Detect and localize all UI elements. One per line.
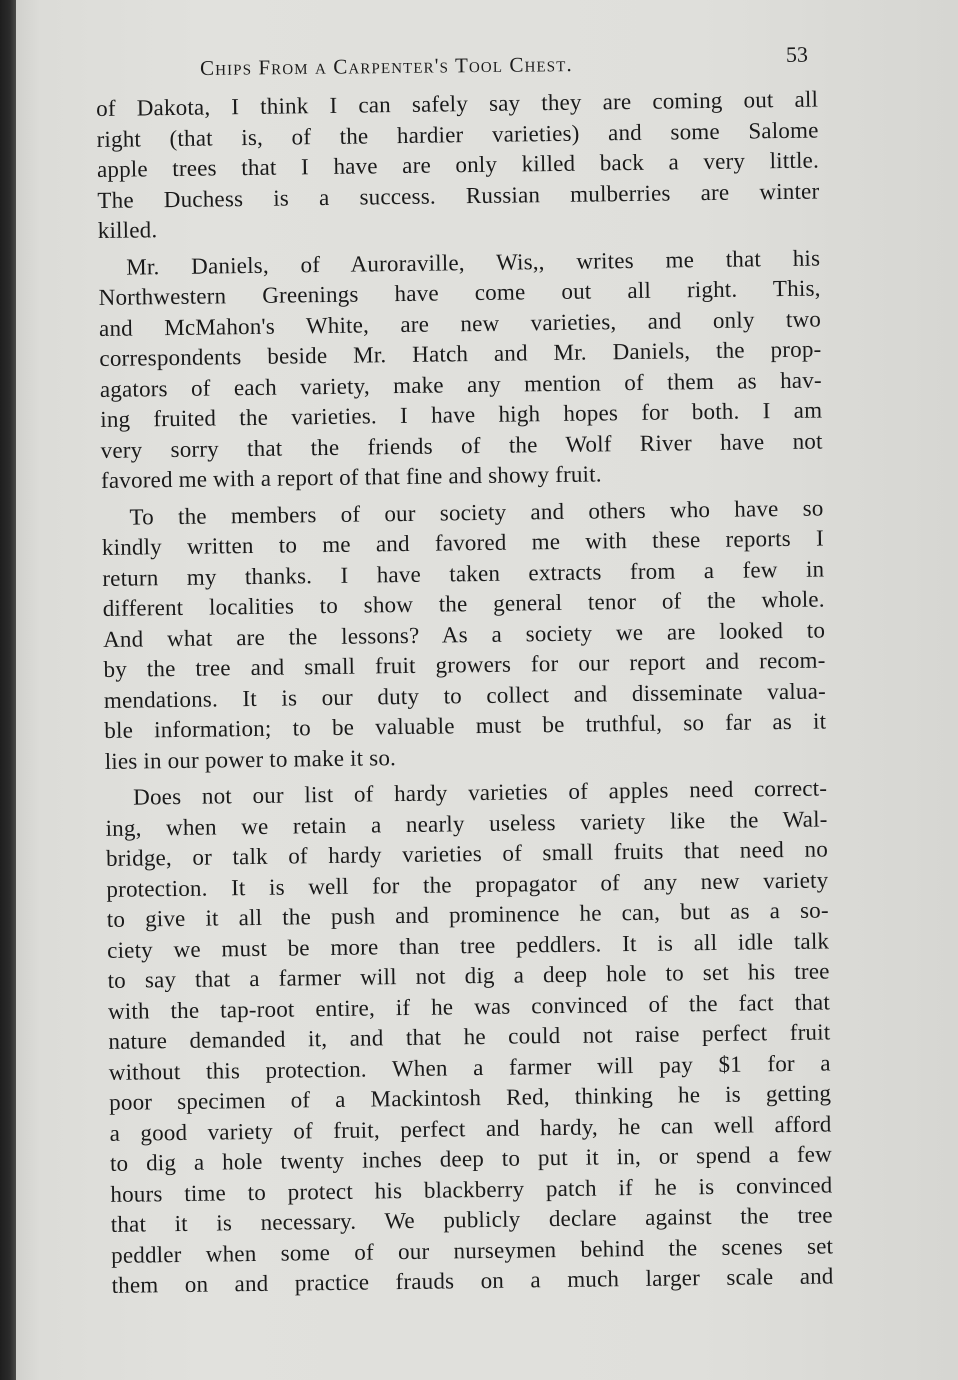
text-line: without this protection. When a farmer will pay $1 for a bbox=[108, 1049, 831, 1085]
text-line: The Duchess is a success. Russian mulberries are winter bbox=[97, 178, 820, 213]
text-line: and McMahon's White, are new varieties, and only two bbox=[98, 306, 822, 341]
text-line: nature demanded it, and that he could not raise perfect fruit bbox=[108, 1019, 831, 1054]
text-line: mendations. It is our duty to collect and disseminate valua- bbox=[103, 677, 827, 713]
paragraph-2 bbox=[98, 243, 823, 496]
page-header bbox=[200, 42, 820, 80]
text-line: To the members of our society and others who have so bbox=[129, 495, 824, 530]
text-line: ing, when we retain a nearly useless variety like the Wal- bbox=[105, 805, 828, 841]
text-line: ble information; to be valuable must be truthful, so far as it bbox=[104, 708, 827, 743]
text-line: with the tap-root entire, if he was convinced of the fact that bbox=[107, 988, 831, 1024]
text-line: ciety we must be more than tree peddlers. It is all idle talk bbox=[107, 927, 830, 963]
text-line: lies in our power to make it so. bbox=[104, 744, 397, 774]
text-line: Does not our list of hardy varieties of apples need correct- bbox=[133, 775, 828, 810]
text-line: correspondents beside Mr. Hatch and Mr. Daniels, the prop- bbox=[99, 336, 822, 371]
text-line: Northwestern Greenings have come out all right. This, bbox=[98, 275, 821, 310]
text-line: killed. bbox=[97, 217, 158, 243]
text-line: a good variety of fruit, perfect and hardy, he can well afford bbox=[109, 1110, 832, 1146]
text-line: apple trees that I have are only killed back a very little. bbox=[96, 147, 820, 182]
text-line: favored me with a report of that fine and showy fruit. bbox=[100, 461, 602, 493]
text-line: agators of each variety, make any mention of them as hav- bbox=[99, 367, 822, 402]
page-number: 53 bbox=[785, 41, 809, 67]
text-line: poor specimen of a Mackintosh Red, thinking he is getting bbox=[109, 1080, 832, 1115]
text-line: protection. It is well for the propagator of any new variety bbox=[106, 866, 829, 902]
text-line: hours time to protect his blackberry patch if he is convinced bbox=[110, 1171, 833, 1207]
text-line: right (that is, of the hardier varieties) and some Salome bbox=[96, 117, 819, 152]
running-title: Chips From a Carpenter's Tool Chest. bbox=[199, 52, 573, 80]
text-line: that it is necessary. We publicly declare against the tree bbox=[110, 1202, 833, 1237]
text-line: by the tree and small fruit growers for our report and recom- bbox=[103, 647, 826, 682]
text-line: very sorry that the friends of the Wolf River have not bbox=[100, 428, 823, 463]
text-line: to say that a farmer will not dig a deep hole to set his tree bbox=[107, 958, 830, 993]
paragraph-3 bbox=[101, 493, 827, 777]
paragraph-4 bbox=[105, 773, 834, 1301]
text-line: peddler when some of our nurseymen behind the scenes set bbox=[111, 1232, 834, 1268]
text-line: to give it all the push and prominence he can, but as a so- bbox=[106, 897, 829, 932]
text-line: them on and practice frauds on a much larger scale and bbox=[111, 1263, 834, 1298]
text-line: to dig a hole twenty inches deep to put it in, or spend a few bbox=[109, 1141, 833, 1176]
paragraph-1 bbox=[96, 85, 820, 247]
text-line: return my thanks. I have taken extracts from a few in bbox=[102, 556, 825, 591]
text-line: kindly written to me and favored me with these reports I bbox=[101, 525, 825, 560]
book-spine-shadow bbox=[0, 0, 16, 1380]
text-line: ing fruited the varieties. I have high hopes for both. I am bbox=[100, 397, 823, 432]
text-line: bridge, or talk of hardy varieties of small fruits that need no bbox=[105, 836, 829, 871]
text-line: different localities to show the general tenor of the whole. bbox=[102, 586, 825, 621]
text-line: Mr. Daniels, of Auroraville, Wis,, writes me that his bbox=[126, 245, 821, 280]
body-text bbox=[96, 85, 834, 1302]
text-line: of Dakota, I think I can safely say they are coming out all bbox=[96, 86, 819, 121]
text-line: And what are the lessons? As a society we are looked to bbox=[102, 617, 826, 652]
